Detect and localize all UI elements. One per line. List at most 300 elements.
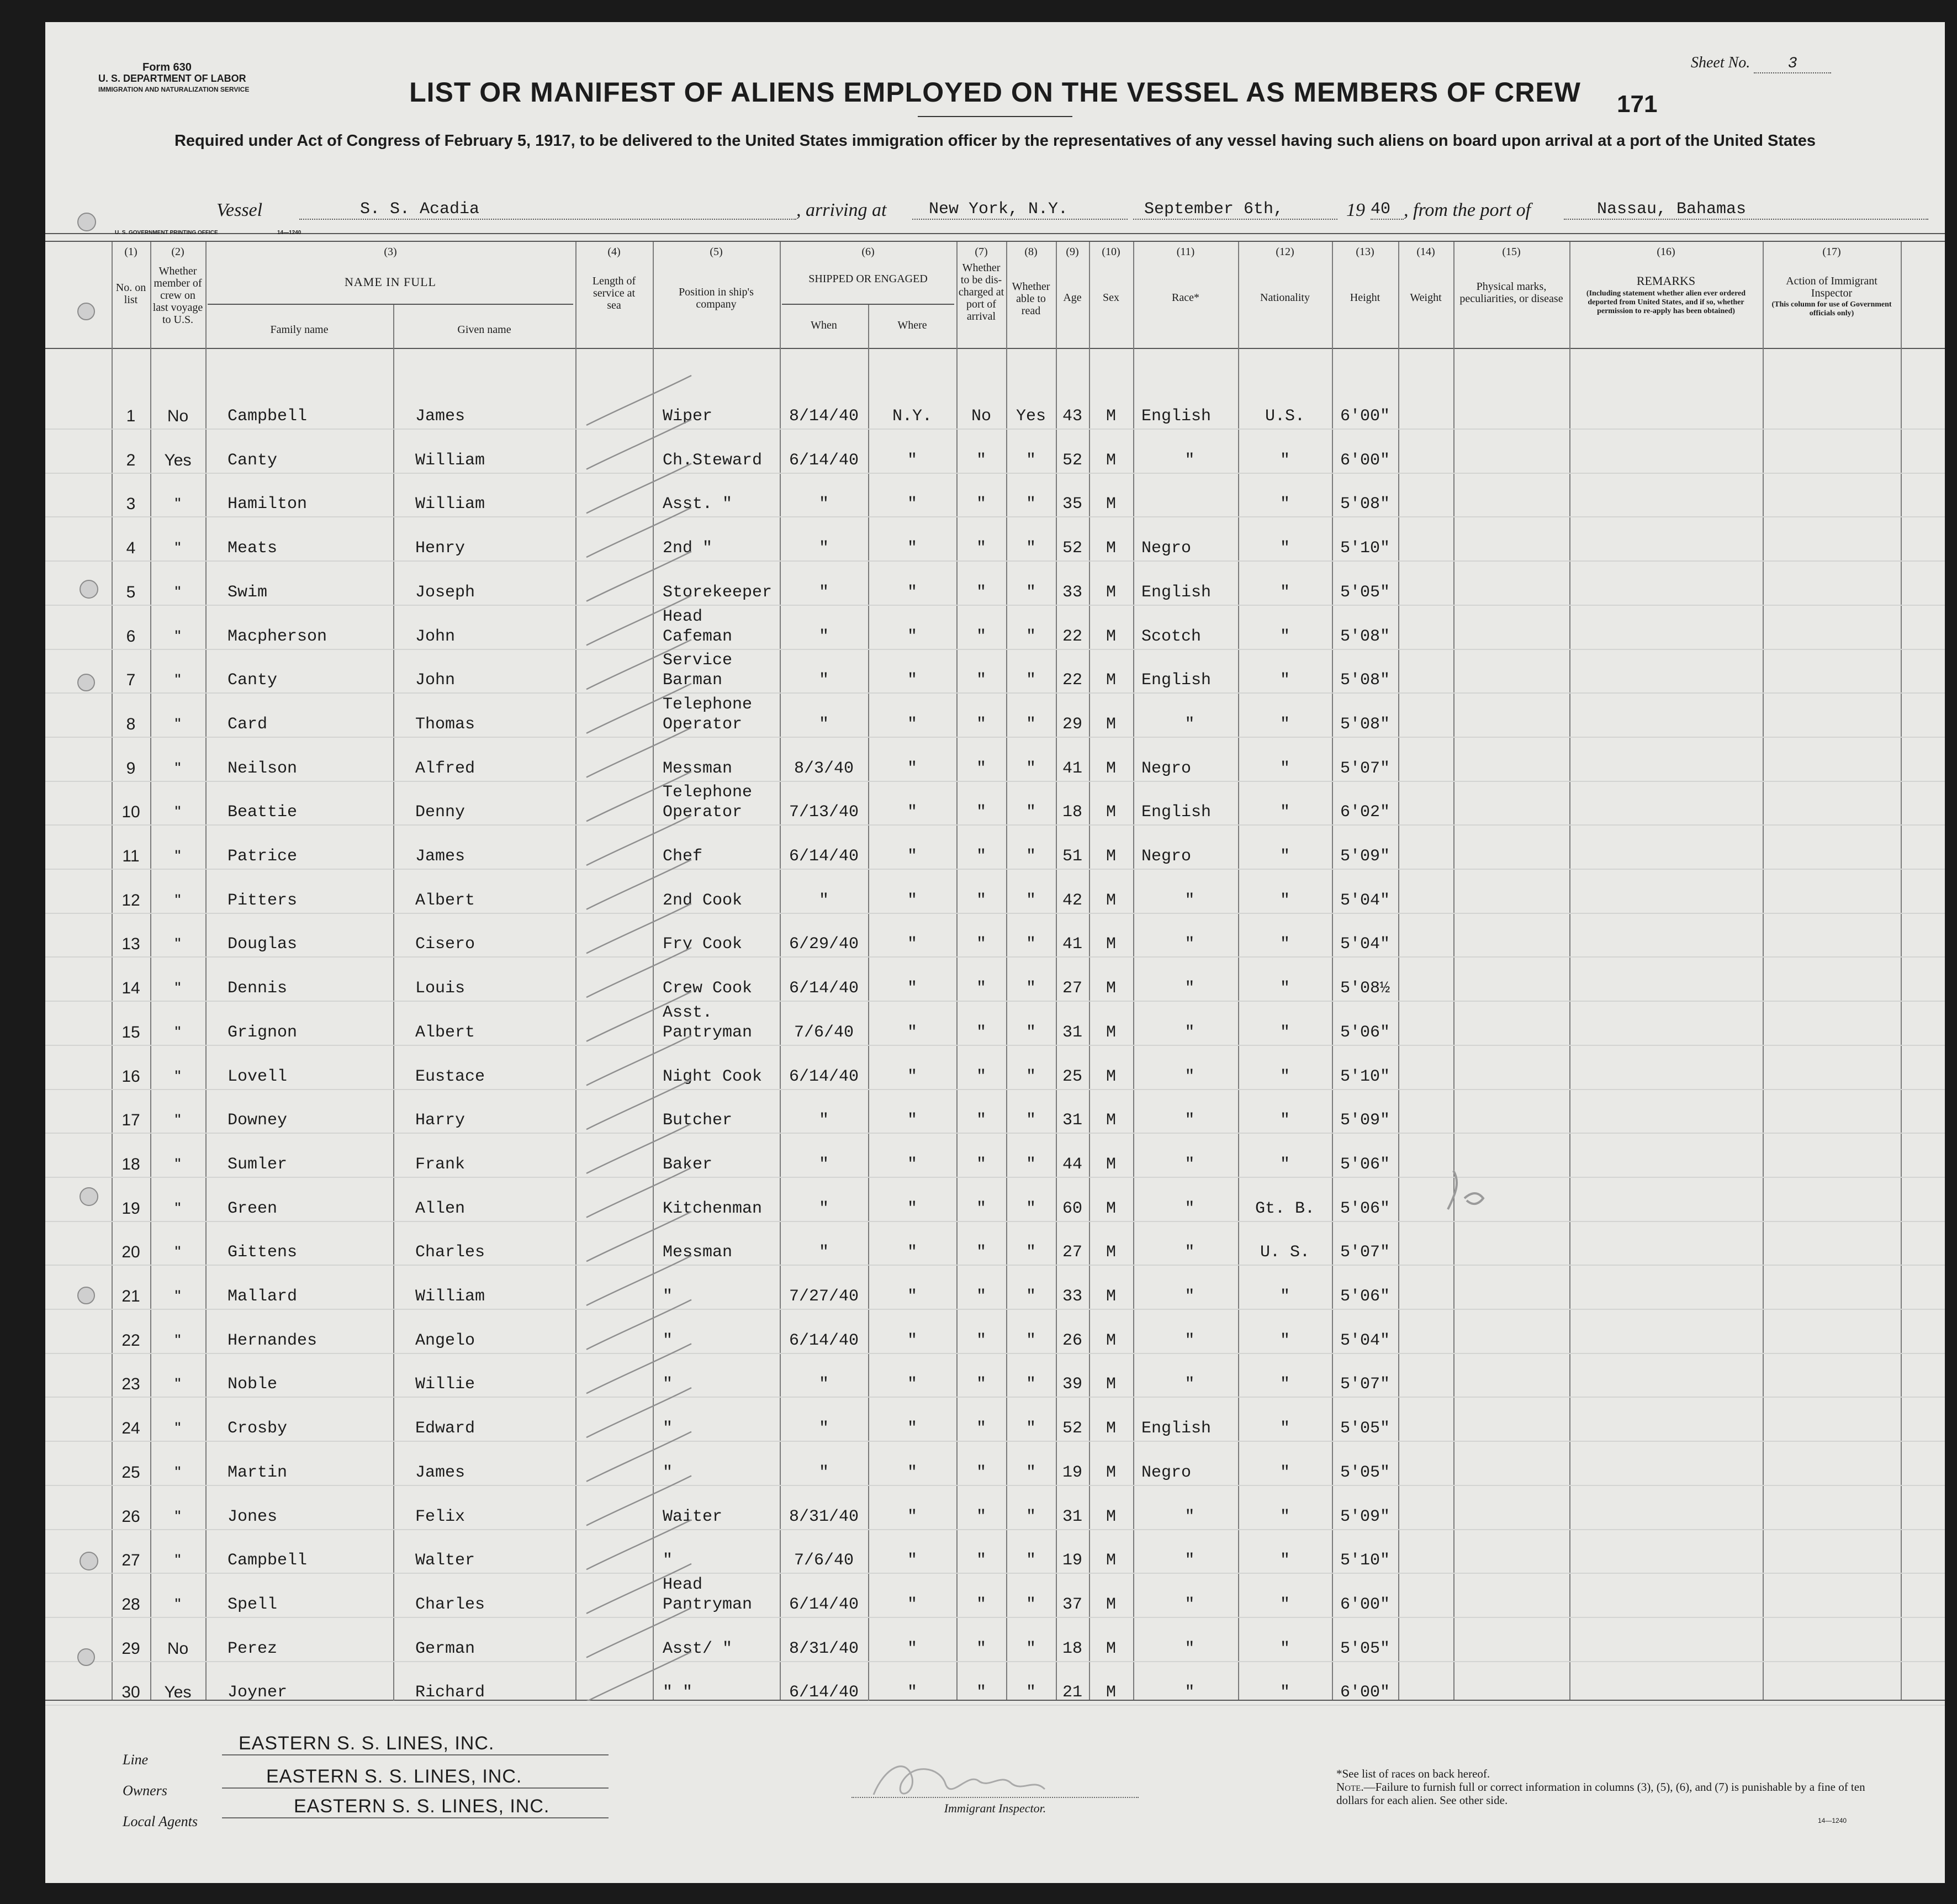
cell-read: " — [1025, 1683, 1036, 1702]
cell-disch: " — [976, 1595, 986, 1614]
col-head-shipped: SHIPPED OR ENGAGED — [808, 273, 928, 285]
cell-disch: " — [976, 1111, 986, 1130]
cell-given: Charles — [415, 1243, 485, 1262]
service-slash — [586, 507, 691, 557]
cell-age: 39 — [1062, 1375, 1082, 1394]
cell-pos1: Service — [663, 651, 733, 670]
cell-when: " — [818, 1155, 829, 1174]
cell-race: " — [1184, 1243, 1195, 1262]
cell-race: " — [1184, 451, 1195, 470]
cell-family: Jones — [228, 1507, 278, 1526]
cell-family: Downey — [228, 1111, 288, 1130]
cell-prev: " — [174, 1507, 181, 1526]
cell-no: 20 — [121, 1243, 140, 1262]
cell-prev: " — [174, 1419, 181, 1438]
cell-disch: " — [976, 1639, 986, 1658]
cell-nat: " — [1279, 1639, 1290, 1658]
cell-when: 8/14/40 — [789, 407, 859, 426]
cell-read: " — [1025, 1595, 1036, 1614]
col-num-11: (11) — [1176, 246, 1195, 258]
cell-given: William — [415, 495, 485, 514]
cell-age: 43 — [1062, 407, 1082, 426]
cell-disch: " — [976, 1023, 986, 1042]
cell-pos2: " — [663, 1551, 673, 1570]
cell-nat: " — [1279, 847, 1290, 866]
row-ruling — [45, 824, 1945, 826]
cell-height: 5'07" — [1340, 1375, 1390, 1394]
cell-when: 6/14/40 — [789, 1595, 859, 1614]
service-slash — [586, 1124, 691, 1173]
cell-where: " — [907, 1287, 917, 1306]
line-value: EASTERN S. S. LINES, INC. — [222, 1733, 609, 1755]
cell-where: " — [907, 539, 917, 558]
cell-prev: " — [174, 1287, 181, 1305]
vessel-label: Vessel — [216, 200, 263, 220]
cell-nat: " — [1279, 1287, 1290, 1306]
department-name: U. S. DEPARTMENT OF LABOR — [98, 73, 246, 84]
cell-no: 13 — [121, 935, 140, 954]
cell-where: " — [907, 1639, 917, 1658]
cell-prev: " — [174, 627, 181, 646]
cell-family: Perez — [228, 1639, 278, 1658]
cell-where: " — [907, 1595, 917, 1614]
cell-when: 8/31/40 — [789, 1639, 859, 1658]
column-divider — [205, 242, 207, 1700]
cell-given: Harry — [415, 1111, 466, 1130]
cell-nat: " — [1279, 451, 1290, 470]
cell-no: 19 — [121, 1199, 140, 1218]
cell-prev: " — [174, 1199, 181, 1218]
cell-race: " — [1184, 1375, 1195, 1394]
column-divider — [1901, 242, 1902, 1700]
cell-sex: M — [1106, 1199, 1116, 1218]
arrival-year: 40 — [1371, 200, 1404, 220]
cell-pos2: " — [663, 1287, 673, 1306]
col-head-when: When — [811, 319, 837, 331]
service-slash — [586, 992, 691, 1041]
cell-height: 5'10" — [1340, 539, 1390, 558]
cell-nat: " — [1279, 495, 1290, 514]
cell-family: Martin — [228, 1463, 288, 1482]
row-ruling — [45, 1089, 1945, 1090]
row-ruling — [45, 869, 1945, 870]
col-num-12: (12) — [1276, 246, 1294, 258]
cell-prev: " — [174, 1243, 181, 1262]
footer-code: 14—1240 — [1818, 1817, 1847, 1824]
cell-disch: " — [976, 1287, 986, 1306]
cell-age: 22 — [1062, 627, 1082, 646]
cell-height: 6'02" — [1340, 803, 1390, 822]
row-ruling — [45, 1529, 1945, 1530]
sheet-label: Sheet No. — [1691, 54, 1750, 71]
cell-sex: M — [1106, 847, 1116, 866]
cell-read: " — [1025, 451, 1036, 470]
cell-age: 29 — [1062, 715, 1082, 734]
cell-prev: " — [174, 1023, 181, 1041]
cell-prev: " — [174, 1067, 181, 1086]
cell-family: Dennis — [228, 979, 288, 998]
cell-when: " — [818, 1111, 829, 1130]
cell-disch: " — [976, 1463, 986, 1482]
service-slash — [586, 1520, 691, 1569]
cell-where: " — [907, 1463, 917, 1482]
cell-family: Joyner — [228, 1683, 288, 1702]
cell-sex: M — [1106, 715, 1116, 734]
cell-family: Crosby — [228, 1419, 288, 1438]
cell-height: 5'07" — [1340, 1243, 1390, 1262]
cell-given: Joseph — [415, 583, 475, 602]
cell-disch: " — [976, 1419, 986, 1438]
cell-height: 5'04" — [1340, 891, 1390, 910]
cell-no: 22 — [121, 1331, 140, 1350]
cell-age: 25 — [1062, 1067, 1082, 1086]
cell-sex: M — [1106, 1639, 1116, 1658]
col-num-14: (14) — [1416, 246, 1435, 258]
row-ruling — [45, 1309, 1945, 1310]
cell-read: " — [1025, 1111, 1036, 1130]
cell-where: " — [907, 1375, 917, 1394]
cell-height: 5'05" — [1340, 1419, 1390, 1438]
cell-height: 6'00" — [1340, 451, 1390, 470]
punch-hole — [77, 1287, 95, 1304]
cell-family: Swim — [228, 583, 268, 602]
cell-where: " — [907, 803, 917, 822]
col-num-6: (6) — [861, 246, 875, 258]
cell-disch: " — [976, 1067, 986, 1086]
cell-family: Campbell — [228, 407, 308, 426]
form-number: Form 630 — [142, 61, 192, 73]
cell-height: 6'00" — [1340, 1683, 1390, 1702]
cell-prev: " — [174, 979, 181, 998]
cell-nat: " — [1279, 539, 1290, 558]
cell-given: German — [415, 1639, 475, 1658]
row-ruling — [45, 1353, 1945, 1354]
cell-pos2: Operator — [663, 715, 743, 734]
row-ruling — [45, 1177, 1945, 1178]
row-ruling — [45, 1661, 1945, 1662]
cell-no: 11 — [122, 847, 140, 865]
note-text: —Failure to furnish full or correct information in columns (3), (5), (6), and (7) is punishable by a fine of ten dollars for each alien. See other side. — [1336, 1780, 1865, 1807]
cell-read: " — [1025, 1331, 1036, 1350]
col-head-number: No. on list — [115, 282, 146, 306]
cell-pos2: Messman — [663, 1243, 733, 1262]
service-slash — [586, 1476, 691, 1526]
cell-race: Scotch — [1141, 627, 1202, 646]
cell-given: Louis — [415, 979, 466, 998]
cell-family: Canty — [228, 451, 278, 470]
row-ruling — [45, 1617, 1945, 1618]
manifest-sheet — [45, 22, 1945, 1883]
cell-family: Neilson — [228, 759, 298, 778]
cell-pos2: Night Cook — [663, 1067, 763, 1086]
cell-no: 4 — [126, 539, 136, 558]
cell-nat: " — [1279, 803, 1290, 822]
inspector-label: Immigrant Inspector. — [944, 1801, 1046, 1815]
service-slash — [586, 1168, 691, 1218]
cell-height: 5'10" — [1340, 1067, 1390, 1086]
service-slash — [586, 1344, 691, 1393]
shipped-split-rule — [782, 304, 954, 305]
row-ruling — [45, 473, 1945, 474]
cell-when: " — [818, 671, 829, 690]
cell-sex: M — [1106, 1595, 1116, 1614]
cell-sex: M — [1106, 671, 1116, 690]
cell-given: Thomas — [415, 715, 475, 734]
cell-height: 5'08" — [1340, 627, 1390, 646]
cell-when: 7/13/40 — [789, 803, 859, 822]
cell-no: 7 — [126, 671, 136, 690]
cell-age: 31 — [1062, 1111, 1082, 1130]
cell-sex: M — [1106, 891, 1116, 910]
cell-nat: " — [1279, 979, 1290, 998]
cell-nat: " — [1279, 1023, 1290, 1042]
service-slash — [586, 1432, 691, 1482]
cell-read: " — [1025, 979, 1036, 998]
cell-prev: No — [167, 1639, 189, 1658]
cell-when: 6/14/40 — [789, 1067, 859, 1086]
cell-when: 6/14/40 — [789, 979, 859, 998]
cell-race: English — [1141, 583, 1212, 602]
col-head-remarks: REMARKS — [1636, 274, 1696, 288]
cell-family: Sumler — [228, 1155, 288, 1174]
col-num-13: (13) — [1356, 246, 1374, 258]
cell-pos2: Asst. " — [663, 495, 733, 514]
cell-pos2: " " — [663, 1683, 693, 1702]
cell-disch: " — [976, 715, 986, 734]
cell-age: 52 — [1062, 1419, 1082, 1438]
col-num-15: (15) — [1502, 246, 1521, 258]
cell-sex: M — [1106, 1155, 1116, 1174]
cell-family: Canty — [228, 671, 278, 690]
cell-disch: " — [976, 451, 986, 470]
cell-where: " — [907, 759, 917, 778]
cell-no: 26 — [121, 1507, 140, 1526]
cell-height: 5'07" — [1340, 759, 1390, 778]
column-divider — [1569, 242, 1570, 1700]
cell-pos2: Storekeeper — [663, 583, 773, 602]
manifest-subtitle: Required under Act of Congress of February 5, 1917, to be delivered to the United States immigration officer by the representatives of any vessel having such aliens on board upon arrival at a port of the United States — [174, 132, 1816, 150]
punch-hole — [77, 303, 95, 320]
cell-read: " — [1025, 891, 1036, 910]
cell-race: Negro — [1141, 759, 1192, 778]
cell-race: " — [1184, 891, 1195, 910]
col-num-7: (7) — [975, 246, 988, 258]
cell-nat: " — [1279, 1551, 1290, 1570]
cell-when: 6/29/40 — [789, 935, 859, 954]
row-ruling — [45, 1705, 1945, 1706]
cell-sex: M — [1106, 759, 1116, 778]
cell-nat: Gt. B. — [1255, 1199, 1315, 1218]
punch-hole — [80, 1552, 98, 1570]
cell-age: 52 — [1062, 451, 1082, 470]
cell-when: " — [818, 1199, 829, 1218]
cell-when: " — [818, 1419, 829, 1438]
col-head-where: Where — [897, 319, 927, 331]
cell-disch: " — [976, 847, 986, 866]
line-label: Line — [123, 1752, 149, 1768]
cell-read: " — [1025, 627, 1036, 646]
cell-no: 5 — [126, 583, 136, 601]
col-head-inspector-action: Action of Immigrant Inspector — [1786, 275, 1877, 299]
cell-family: Macpherson — [228, 627, 327, 646]
cell-no: 18 — [121, 1155, 140, 1173]
cell-read: " — [1025, 1287, 1036, 1306]
cell-age: 19 — [1062, 1551, 1082, 1570]
cell-race: " — [1184, 1683, 1195, 1702]
cell-pos2: Baker — [663, 1155, 713, 1174]
service-slash — [586, 860, 691, 909]
cell-no: 21 — [121, 1287, 140, 1305]
cell-when: 7/27/40 — [789, 1287, 859, 1306]
cell-prev: " — [174, 1551, 181, 1570]
cell-prev: " — [174, 847, 181, 865]
cell-pos2: Crew Cook — [663, 979, 753, 998]
cell-disch: " — [976, 1507, 986, 1526]
cell-given: Alfred — [415, 759, 475, 778]
col-head-sex: Sex — [1103, 292, 1119, 304]
cell-height: 5'08" — [1340, 495, 1390, 514]
service-slash — [586, 728, 691, 778]
cell-height: 5'06" — [1340, 1155, 1390, 1174]
service-slash — [586, 1388, 691, 1437]
cell-disch: " — [976, 1199, 986, 1218]
cell-read: " — [1025, 759, 1036, 778]
service-name: IMMIGRATION AND NATURALIZATION SERVICE — [98, 86, 250, 93]
cell-prev: No — [167, 407, 189, 425]
cell-given: Felix — [415, 1507, 466, 1526]
cell-age: 31 — [1062, 1507, 1082, 1526]
cell-race: " — [1184, 1199, 1195, 1218]
cell-prev: " — [174, 759, 181, 778]
cell-family: Gittens — [228, 1243, 298, 1262]
cell-race: Negro — [1141, 847, 1192, 866]
cell-age: 26 — [1062, 1331, 1082, 1350]
service-slash — [586, 1036, 691, 1086]
year-prefix: 19 — [1346, 200, 1365, 220]
cell-pos2: Pantryman — [663, 1595, 753, 1614]
col-num-5: (5) — [710, 246, 723, 258]
handwritten-mark — [1426, 1160, 1536, 1226]
arriving-label: , arriving at — [796, 200, 887, 220]
cell-race: Negro — [1141, 1463, 1192, 1482]
cell-disch: " — [976, 891, 986, 910]
cell-height: 5'09" — [1340, 1507, 1390, 1526]
cell-read: " — [1025, 1155, 1036, 1174]
arrival-port: New York, N.Y. — [912, 200, 1128, 220]
cell-disch: " — [976, 539, 986, 558]
cell-read: " — [1025, 803, 1036, 822]
cell-no: 12 — [121, 891, 140, 909]
cell-no: 29 — [121, 1639, 140, 1658]
cell-given: Albert — [415, 1023, 475, 1042]
cell-prev: " — [174, 715, 181, 733]
cell-given: John — [415, 627, 456, 646]
cell-no: 8 — [126, 715, 136, 733]
cell-when: 7/6/40 — [794, 1551, 854, 1570]
print-code: 14—1240 — [277, 230, 302, 236]
cell-height: 5'05" — [1340, 583, 1390, 602]
row-ruling — [45, 1045, 1945, 1046]
cell-disch: No — [971, 407, 991, 426]
service-slash — [586, 420, 691, 469]
cell-pos2: Messman — [663, 759, 733, 778]
owners-label: Owners — [123, 1783, 167, 1799]
cell-when: " — [818, 1243, 829, 1262]
column-divider — [1763, 242, 1764, 1700]
cell-nat: " — [1279, 1507, 1290, 1526]
row-ruling — [45, 516, 1945, 517]
cell-pos2: " — [663, 1463, 673, 1482]
cell-disch: " — [976, 583, 986, 602]
cell-when: 7/6/40 — [794, 1023, 854, 1042]
cell-disch: " — [976, 1331, 986, 1350]
cell-sex: M — [1106, 407, 1116, 426]
cell-pos1: Asst. — [663, 1003, 713, 1022]
cell-disch: " — [976, 1551, 986, 1570]
cell-no: 9 — [126, 759, 136, 778]
cell-age: 27 — [1062, 979, 1082, 998]
col-head-remarks-note: (Including statement whether alien ever ordered deported from United States, and if so, whether permission to re-apply has been obtained) — [1586, 289, 1746, 315]
cell-when: " — [818, 1375, 829, 1394]
col-head-name-in-full: NAME IN FULL — [345, 275, 436, 289]
cell-when: " — [818, 715, 829, 734]
row-ruling — [45, 429, 1945, 430]
cell-family: Campbell — [228, 1551, 308, 1570]
service-slash — [586, 1212, 691, 1261]
cell-pos2: Fry Cook — [663, 935, 743, 954]
cell-pos1: Head — [663, 607, 703, 626]
cell-family: Green — [228, 1199, 278, 1218]
cell-family: Hamilton — [228, 495, 308, 514]
cell-height: 5'09" — [1340, 847, 1390, 866]
cell-given: Denny — [415, 803, 466, 822]
cell-read: " — [1025, 1639, 1036, 1658]
cell-pos2: Chef — [663, 847, 703, 866]
cell-height: 5'04" — [1340, 935, 1390, 954]
cell-prev: Yes — [164, 1683, 192, 1702]
cell-disch: " — [976, 627, 986, 646]
cell-sex: M — [1106, 979, 1116, 998]
service-slash — [586, 1564, 691, 1614]
cell-no: 30 — [121, 1683, 140, 1702]
cell-race: " — [1184, 1551, 1195, 1570]
name-split-rule — [208, 304, 573, 305]
service-slash — [586, 903, 691, 953]
cell-given: Eustace — [415, 1067, 485, 1086]
row-ruling — [45, 913, 1945, 914]
cell-race: " — [1184, 1595, 1195, 1614]
cell-family: Mallard — [228, 1287, 298, 1306]
col-head-inspector-note: (This column for use of Government officials only) — [1771, 300, 1892, 318]
service-slash — [586, 1256, 691, 1305]
row-ruling — [45, 1441, 1945, 1442]
cell-read: " — [1025, 715, 1036, 734]
cell-read: " — [1025, 1375, 1036, 1394]
cell-prev: " — [174, 1331, 181, 1350]
cell-disch: " — [976, 759, 986, 778]
cell-age: 33 — [1062, 1287, 1082, 1306]
cell-read: " — [1025, 1419, 1036, 1438]
cell-pos2: Kitchenman — [663, 1199, 763, 1218]
cell-age: 37 — [1062, 1595, 1082, 1614]
cell-age: 41 — [1062, 759, 1082, 778]
cell-sex: M — [1106, 1067, 1116, 1086]
cell-prev: " — [174, 671, 181, 690]
service-slash — [586, 552, 691, 601]
cell-family: Lovell — [228, 1067, 288, 1086]
service-slash — [586, 639, 691, 689]
row-ruling — [45, 1265, 1945, 1266]
